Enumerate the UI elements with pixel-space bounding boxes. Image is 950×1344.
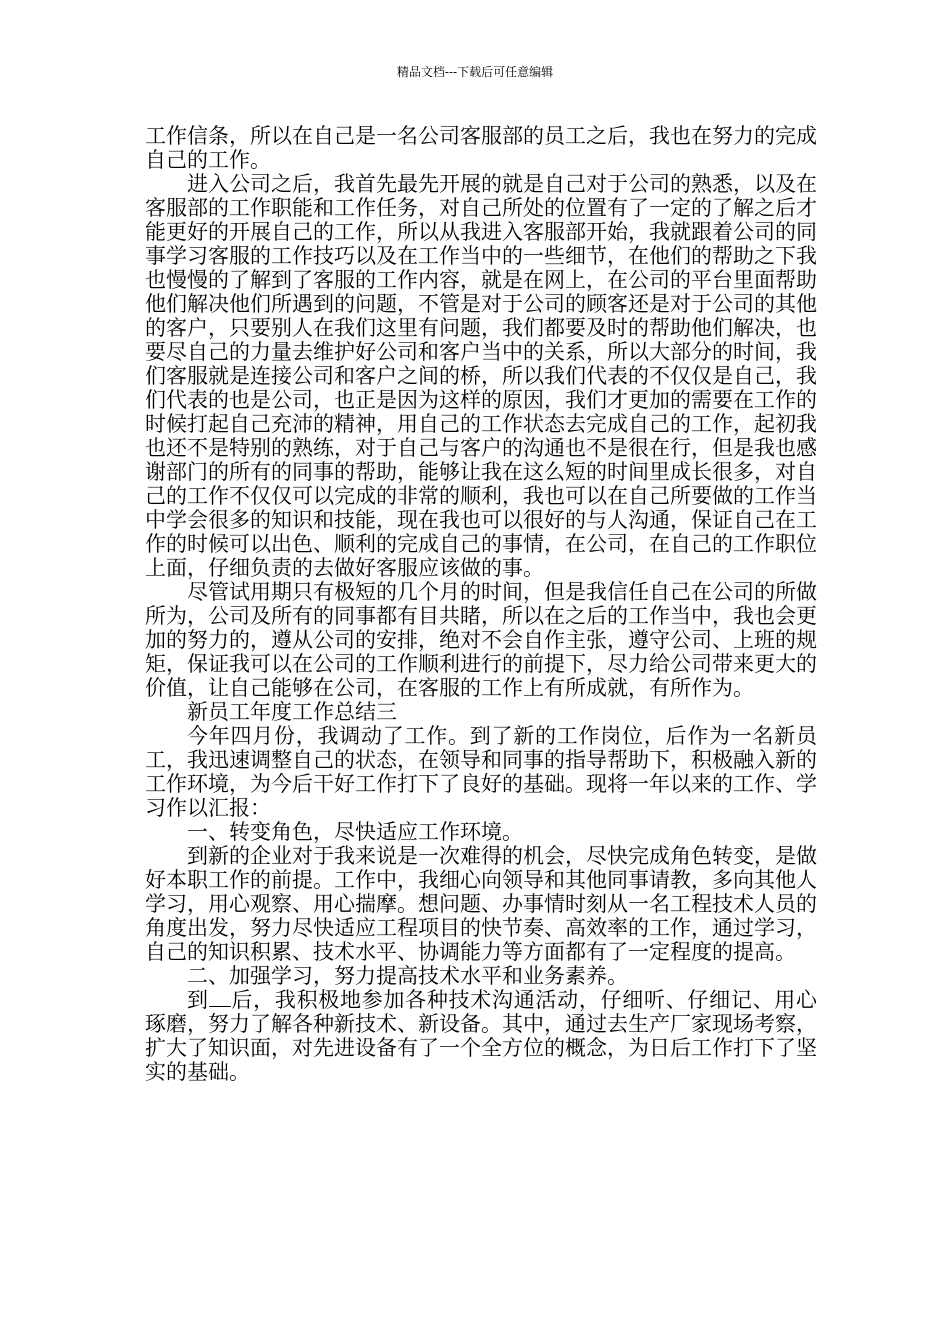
document-body	[145, 124, 817, 1084]
heading-one: 一、转变角色，尽快适应工作环境。	[187, 820, 523, 844]
paragraph-2: 进入公司之后，我首先最先开展的就是自己对于公司的熟悉，以及在客服部的工作职能和工作任务，对自己所处的位置有了一定的了解之后才能更好的开展自己的工作，所以从我进入客服部开始，我就跟着公司的同事学习客服的工作技巧以及在工作当中的一些细节，在他们的帮助之下我也慢慢的了解到了客服的工作内容，就是在网上，在公司的平台里面帮助他们解决他们所遇到的问题，不管是对于公司的顾客还是对于公司的其他的客户，只要别人在我们这里有问题，我们都要及时的帮助他们解决，也要尽自己的力量去维护好公司和客户当中的关系，所以大部分的时间，我们客服就是连接公司和客户之间的桥，所以我们代表的不仅仅是自己，我们代表的也是公司，也正是因为这样的原因，我们才更加的需要在工作的时候打起自己充沛的精神，用自己的工作状态去完成自己的工作，起初我也还不是特别的熟练，对于自己与客户的沟通也不是很在行，但是我也感谢部门的所有的同事的帮助，能够让我在这么短的时间里成长很多，对自己的工作不仅仅可以完成的非常的顺利，我也可以在自己所要做的工作当中学会很多的知识和技能，现在我也可以很好的与人沟通，保证自己在工作的时候可以出色、顺利的完成自己的事情，在公司，在自己的工作职位上面，仔细负责的去做好客服应该做的事。	[145, 172, 817, 580]
paragraph-6-start: 到	[187, 988, 209, 1012]
paragraph-6	[145, 988, 817, 1084]
heading-two: 二、加强学习，努力提高技术水平和业务素养。	[187, 964, 628, 988]
page-header: 精品文档---下载后可任意编辑	[396, 65, 554, 79]
paragraph-1: 工作信条，所以在自己是一名公司客服部的员工之后，我也在努力的完成自己的工作。	[145, 124, 817, 172]
section-title: 新员工年度工作总结三	[187, 700, 397, 724]
paragraph-4: 今年四月份，我调动了工作。到了新的工作岗位，后作为一名新员工，我迅速调整自己的状态，在领导和同事的指导帮助下，积极融入新的工作环境，为今后干好工作打下了良好的基础。现将一年以来的工作、学习作以汇报：	[145, 724, 817, 820]
paragraph-6-rest: 后，我积极地参加各种技术沟通活动，仔细听、仔细记、用心琢磨，努力了解各种新技术、新设备。其中，通过去生产厂家现场考察，扩大了知识面，对先进设备有了一个全方位的概念，为日后工作打下了坚实的基础。	[145, 988, 818, 1084]
blank-underline	[209, 988, 231, 1007]
paragraph-3: 尽管试用期只有极短的几个月的时间，但是我信任自己在公司的所做所为，公司及所有的同事都有目共睹，所以在之后的工作当中，我也会更加的努力的，遵从公司的安排，绝对不会自作主张，遵守公司、上班的规矩，保证我可以在公司的工作顺利进行的前提下，尽力给公司带来更大的价值，让自己能够在公司，在客服的工作上有所成就，有所作为。	[145, 580, 817, 700]
paragraph-5: 到新的企业对于我来说是一次难得的机会，尽快完成角色转变，是做好本职工作的前提。工作中，我细心向领导和其他同事请教，多向其他人学习，用心观察、用心揣摩。想问题、办事情时刻从一名工程技术人员的角度出发，努力尽快适应工程项目的快节奏、高效率的工作，通过学习，自己的知识积累、技术水平、协调能力等方面都有了一定程度的提高。	[145, 844, 817, 964]
